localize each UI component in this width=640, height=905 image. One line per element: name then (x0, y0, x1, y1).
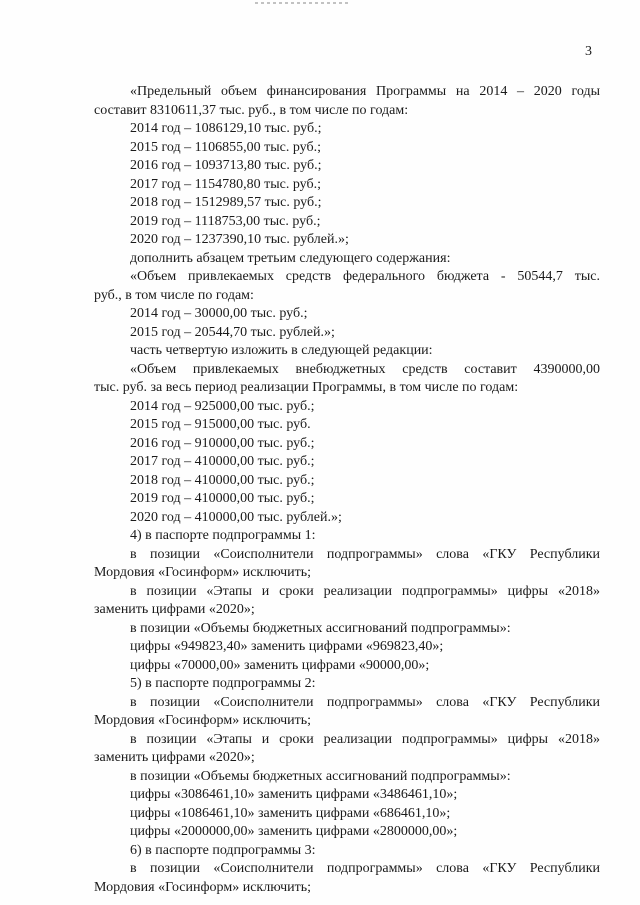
text-line: 2016 год – 910000,00 тыс. руб.; (130, 435, 315, 451)
text-line: 5) в паспорте подпрограммы 2: (130, 676, 316, 691)
text-line: «Объем привлекаемых внебюджетных средств составит 4390000,00 (130, 361, 600, 377)
text-line: 2018 год – 410000,00 тыс. руб.; (130, 472, 315, 488)
text-line: цифры «70000,00» заменить цифрами «90000,00»; (130, 657, 430, 673)
scan-artifact (255, 2, 350, 4)
text-line: 2014 год – 1086129,10 тыс. руб.; (130, 121, 322, 136)
text-line: цифры «1086461,10» заменить цифрами «686461,10»; (130, 805, 451, 821)
text-line: заменить цифрами «2020»; (94, 750, 255, 765)
text-line: заменить цифрами «2020»; (94, 602, 255, 617)
text-line: руб., в том числе по годам: (94, 287, 254, 303)
text-line: 2014 год – 30000,00 тыс. руб.; (130, 306, 308, 321)
text-line: цифры «2000000,00» заменить цифрами «2800000,00»; (130, 824, 458, 839)
text-line: 2017 год – 410000,00 тыс. руб.; (130, 454, 315, 469)
page-number: 3 (585, 44, 592, 59)
text-line: 2018 год – 1512989,57 тыс. руб.; (130, 195, 322, 210)
text-line: 2017 год – 1154780,80 тыс. руб.; (130, 176, 321, 192)
text-line: дополнить абзацем третьим следующего содержания: (130, 250, 451, 266)
text-line: «Предельный объем финансирования Программы на 2014 – 2020 годы (130, 84, 600, 99)
text-line: 2015 год – 915000,00 тыс. руб. (130, 417, 311, 432)
text-line: в позиции «Соисполнители подпрограммы» слова «ГКУ Республики (130, 694, 600, 710)
text-line: Мордовия «Госинформ» исключить; (94, 713, 312, 728)
text-line: Мордовия «Госинформ» исключить; (94, 565, 312, 580)
text-line: 2019 год – 410000,00 тыс. руб.; (130, 491, 315, 506)
text-line: 6) в паспорте подпрограммы 3: (130, 842, 316, 858)
text-line: тыс. руб. за весь период реализации Программы, в том числе по годам: (94, 380, 519, 395)
text-line: «Объем привлекаемых средств федерального бюджета - 50544,7 тыс. (130, 269, 600, 284)
text-line: цифры «949823,40» заменить цифрами «969823,40»; (130, 639, 444, 654)
text-line: 2015 год – 1106855,00 тыс. руб.; (130, 139, 321, 155)
text-line: в позиции «Этапы и сроки реализации подпрограммы» цифры «2018» (130, 731, 600, 747)
text-line: 2020 год – 1237390,10 тыс. рублей.»; (130, 232, 349, 247)
text-line: 2019 год – 1118753,00 тыс. руб.; (130, 213, 321, 229)
text-line: в позиции «Объемы бюджетных ассигнований подпрограммы»: (130, 768, 511, 784)
text-line: 2016 год – 1093713,80 тыс. руб.; (130, 158, 322, 173)
text-line: в позиции «Соисполнители подпрограммы» слова «ГКУ Республики (130, 861, 600, 876)
document-body (94, 83, 600, 897)
text-line: 2014 год – 925000,00 тыс. руб.; (130, 398, 315, 414)
text-line: в позиции «Объемы бюджетных ассигнований подпрограммы»: (130, 620, 511, 636)
text-line: в позиции «Этапы и сроки реализации подпрограммы» цифры «2018» (130, 583, 600, 599)
text-line: составит 8310611,37 тыс. руб., в том числе по годам: (94, 102, 409, 118)
text-line: в позиции «Соисполнители подпрограммы» слова «ГКУ Республики (130, 546, 600, 562)
text-line: 2015 год – 20544,70 тыс. рублей.»; (130, 324, 335, 340)
text-line: 2020 год – 410000,00 тыс. рублей.»; (130, 509, 342, 525)
text-line: часть четвертую изложить в следующей редакции: (130, 343, 433, 358)
text-line: цифры «3086461,10» заменить цифрами «3486461,10»; (130, 787, 458, 802)
text-line: Мордовия «Госинформ» исключить; (94, 879, 312, 895)
text-line: 4) в паспорте подпрограммы 1: (130, 528, 316, 543)
